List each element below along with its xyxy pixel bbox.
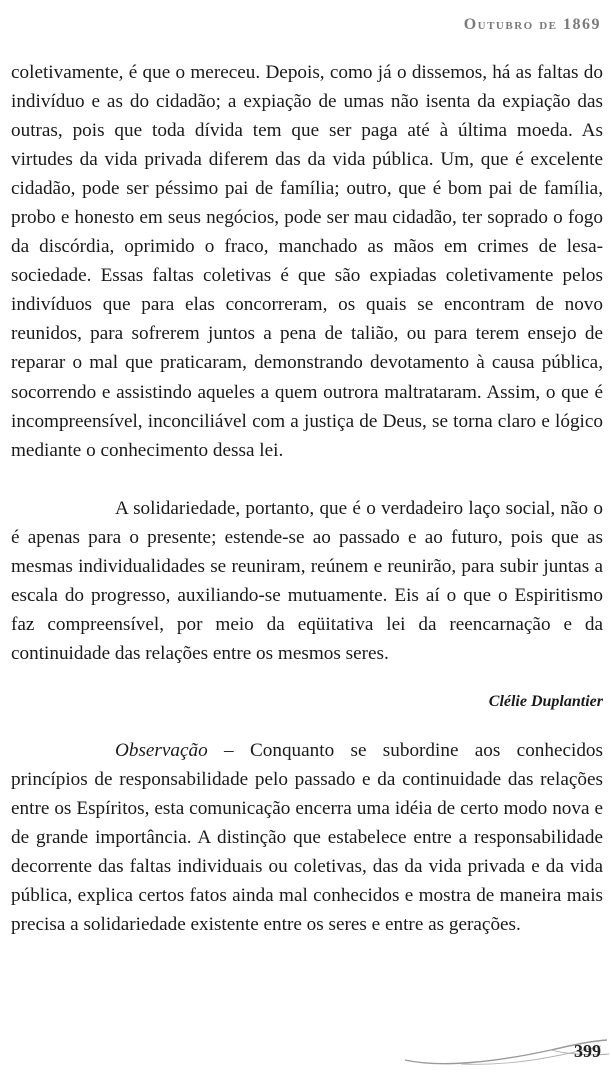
body-paragraph-1: coletivamente, é que o mereceu. Depois, como já o dissemos, há as faltas do indivíduo e as do cidadão; a expiação de umas não isenta da expiação das outras, pois que toda dívida tem que ser paga até à última moeda. As virtudes da vida privada diferem das da vida pública. Um, que é excelente cidadão, pode ser péssimo pai de família; outro, que é bom pai de família, probo e honesto em seus negócios, pode ser mau cidadão, ter soprado o fogo da discórdia, oprimido o fraco, manchado as mãos em crimes de lesa-sociedade. Essas faltas coletivas é que são expiadas coletivamente pelos indivíduos que para elas concorreram, os quais se encontram de novo reunidos, para sofrerem juntos a pena de talião, ou para terem ensejo de reparar o mal que praticaram, demonstrando devotamento à causa pública, socorrendo e assistindo aqueles a quem outrora maltrataram. Assim, o que é incompreensível, inconciliável com a justiça de Deus, se torna claro e lógico mediante o conhecimento dessa lei. xyxy=(11,62,603,461)
observation-label: Observação xyxy=(115,739,208,761)
running-header: Outubro de 1869 xyxy=(463,16,601,33)
author-signature: Clélie Duplantier xyxy=(488,692,603,710)
body-paragraph-2: A solidariedade, portanto, que é o verdadeiro laço social, não o é apenas para o presente; estende-se ao passado e ao futuro, pois que as mesmas individualidades se reuniram, reúnem e reunirão, para subir juntas a escala do progresso, auxiliando-se mutuamente. Eis aí o que o Espiritismo faz compreensível, por meio da eqüitativa lei da reencarnação e da continuidade das relações entre os mesmos seres. xyxy=(11,497,603,664)
observation-paragraph xyxy=(11,736,603,939)
observation-text: – Conquanto se subordine aos conhecidos princípios de responsabilidade pelo passado e da continuidade das relações entre os Espíritos, esta comunicação encerra uma idéia de certo modo nova e de grande importância. A distinção que estabelece entre a responsabilidade decorrente das faltas individuais ou coletivas, das da vida privada e da vida pública, explica certos fatos ainda mal conhecidos e mostra de maneira mais precisa a solidariedade existente entre os seres e entre as gerações. xyxy=(11,739,603,936)
page-body xyxy=(11,58,603,939)
page-number: 399 xyxy=(574,1041,601,1061)
